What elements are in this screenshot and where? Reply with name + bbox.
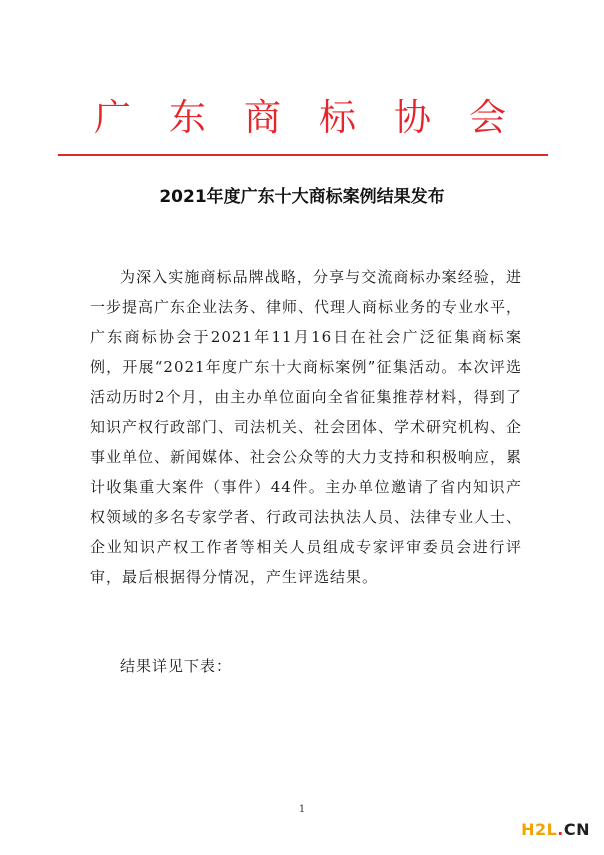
watermark-main: H2L	[521, 820, 558, 839]
document-title: 2021年度广东十大商标案例结果发布	[159, 187, 445, 207]
organization-letterhead: 广东商标协会	[94, 96, 544, 139]
result-note: 结果详见下表：	[120, 657, 233, 675]
watermark-dot: .	[557, 820, 564, 839]
letterhead-divider	[58, 154, 548, 156]
page-number: 1	[298, 804, 306, 815]
site-watermark-logo	[521, 820, 590, 839]
watermark-suffix: CN	[563, 820, 590, 839]
body-paragraph: 为深入实施商标品牌战略，分享与交流商标办案经验，进一步提高广东企业法务、律师、代理人商标业务的专业水平，广东商标协会于2021年11月16日在社会广泛征集商标案例，开展“2021年度广东十大商标案例”征集活动。本次评选活动历时2个月，由主办单位面向全省征集推荐材料，得到了知识产权行政部门、司法机关、社会团体、学术研究机构、企事业单位、新闻媒体、社会公众等的大力支持和积极响应，累计收集重大案件（事件）44件。主办单位邀请了省内知识产权领域的多名专家学者、行政司法执法人员、法律专业人士、企业知识产权工作者等相关人员组成专家评审委员会进行评审，最后根据得分情况，产生评选结果。	[90, 268, 523, 586]
